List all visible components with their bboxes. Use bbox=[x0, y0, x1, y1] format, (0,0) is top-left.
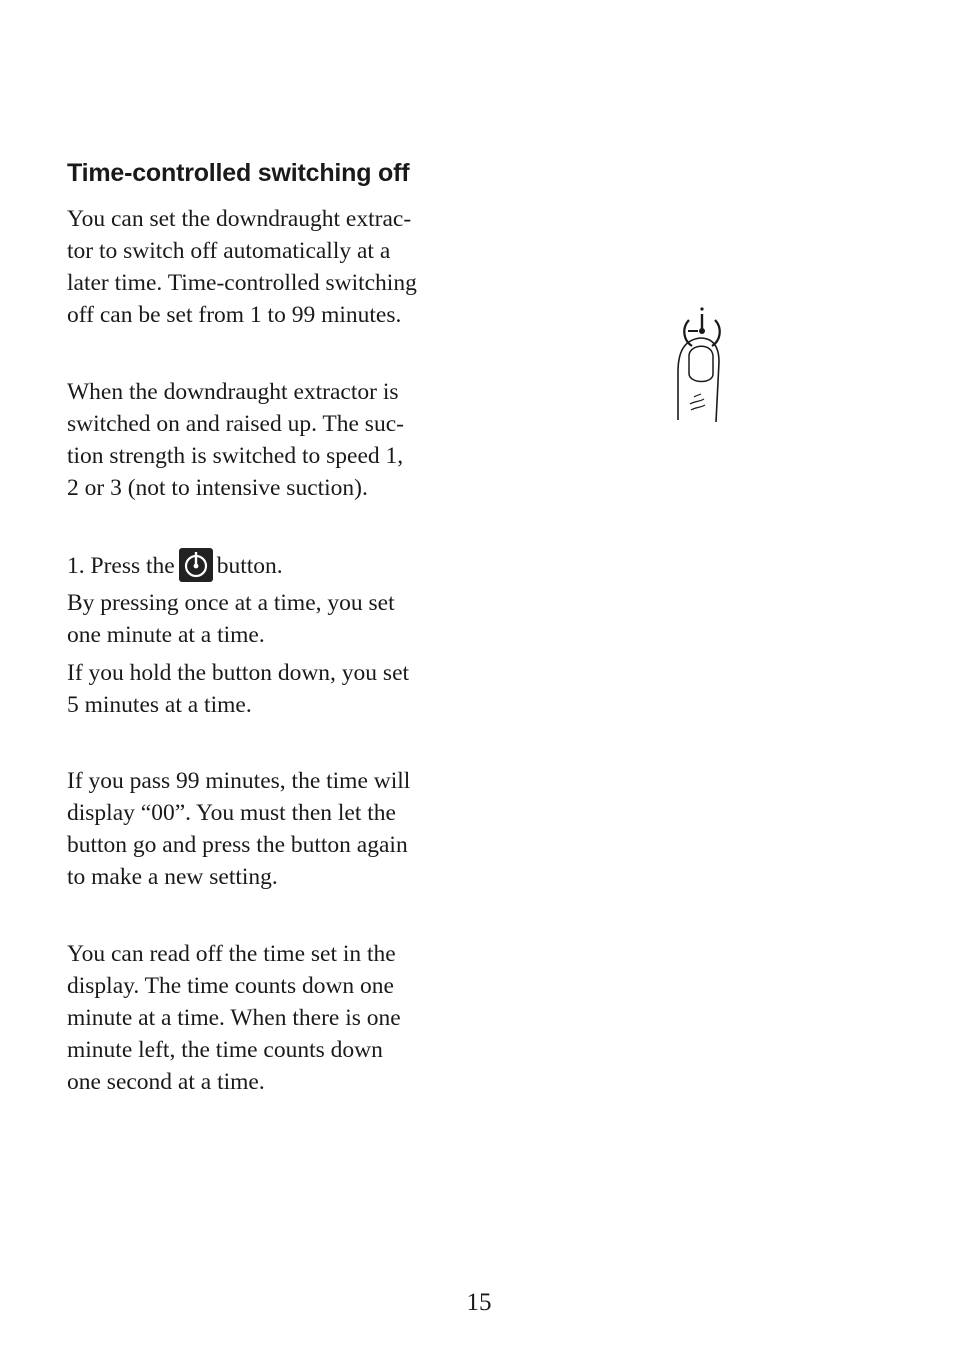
text-line: You can read off the time set in the bbox=[67, 941, 396, 967]
text-line: tor to switch off automatically at a bbox=[67, 238, 391, 264]
text-line: to make a new setting. bbox=[67, 864, 278, 890]
step-1-text-before: 1. Press the bbox=[67, 553, 175, 579]
step-1-instruction bbox=[67, 548, 457, 582]
text-line: 2 or 3 (not to intensive suction). bbox=[67, 475, 368, 501]
page-number: 15 bbox=[466, 1289, 492, 1316]
finger-pressing-timer-icon bbox=[664, 300, 738, 430]
press-once-paragraph bbox=[67, 587, 457, 651]
text-line: display. The time counts down one bbox=[67, 973, 394, 999]
text-line: minute at a time. When there is one bbox=[67, 1005, 401, 1031]
text-line: later time. Time-controlled switching bbox=[67, 270, 417, 296]
text-line: You can set the downdraught extrac- bbox=[67, 206, 412, 232]
section-heading: Time-controlled switching off bbox=[67, 159, 410, 187]
text-line: off can be set from 1 to 99 minutes. bbox=[67, 302, 402, 328]
overflow-paragraph bbox=[67, 765, 457, 893]
condition-paragraph bbox=[67, 376, 457, 504]
text-line: When the downdraught extractor is bbox=[67, 379, 399, 405]
text-line: tion strength is switched to speed 1, bbox=[67, 443, 404, 469]
text-line: display “00”. You must then let the bbox=[67, 800, 396, 826]
text-line: button go and press the button again bbox=[67, 832, 408, 858]
text-line: 5 minutes at a time. bbox=[67, 692, 252, 718]
step-1-text-after: button. bbox=[216, 553, 283, 579]
text-line: If you hold the button down, you set bbox=[67, 660, 410, 686]
intro-paragraph bbox=[67, 203, 457, 331]
text-line: minute left, the time counts down bbox=[67, 1037, 383, 1063]
step-1-line bbox=[67, 548, 457, 582]
text-line: one second at a time. bbox=[67, 1069, 265, 1095]
hold-paragraph bbox=[67, 657, 457, 721]
countdown-paragraph bbox=[67, 938, 457, 1098]
text-line: If you pass 99 minutes, the time will bbox=[67, 768, 411, 794]
timer-button-icon bbox=[179, 548, 213, 582]
text-line: By pressing once at a time, you set bbox=[67, 590, 395, 616]
text-line: one minute at a time. bbox=[67, 622, 265, 648]
text-line: switched on and raised up. The suc- bbox=[67, 411, 404, 437]
